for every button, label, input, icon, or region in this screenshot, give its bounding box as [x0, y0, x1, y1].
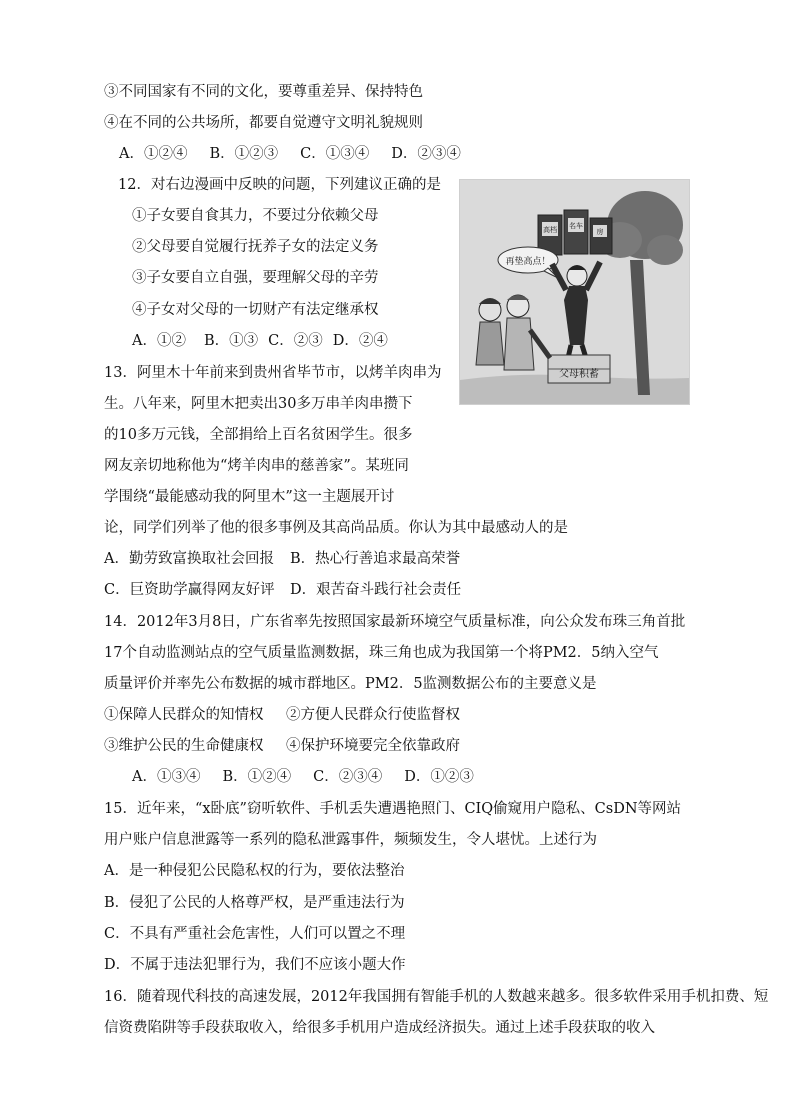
book-label-3: 房 — [596, 228, 604, 236]
q12-statement-2: ②父母要自觉履行抚养子女的法定义务 — [132, 239, 379, 255]
q12-option-c[interactable]: C．②③ — [268, 333, 323, 349]
q13-option-b[interactable]: B．热心行善追求最高荣誉 — [290, 551, 461, 567]
q15-option-d[interactable]: D．不属于违法犯罪行为，我们不应该小题大作 — [104, 957, 406, 973]
q14-options — [132, 767, 496, 787]
q14-option-d[interactable]: D．①②③ — [404, 769, 474, 785]
q14-statement-2: ②方便人民群众行使监督权 — [286, 707, 460, 723]
q13-option-d[interactable]: D．艰苦奋斗践行社会责任 — [290, 582, 462, 598]
book-label-1: 高档 — [543, 226, 557, 234]
book-label-2: 名车 — [569, 222, 583, 230]
q12-stem: 12．对右边漫画中反映的问题，下列建议正确的是 — [118, 177, 441, 193]
q15-option-a[interactable]: A．是一种侵犯公民隐私权的行为，要依法整治 — [104, 863, 405, 879]
q11-option-d[interactable]: D．②③④ — [391, 146, 461, 162]
q11-statement-3: ③不同国家有不同的文化，要尊重差异、保持特色 — [104, 84, 423, 100]
q13-line-1: 13．阿里木十年前来到贵州省毕节市，以烤羊肉串为 — [104, 365, 442, 381]
q14-statement-4: ④保护环境要完全依靠政府 — [286, 738, 460, 754]
q11-option-c[interactable]: C．①③④ — [300, 146, 370, 162]
q12-cartoon — [459, 179, 690, 405]
q13-line-6: 论，同学们列举了他的很多事例及其高尚品质。你认为其中最感动人的是 — [104, 520, 568, 536]
q16-line-1: 16．随着现代科技的高速发展，2012年我国拥有智能手机的人数越来越多。很多软件采用手机扣费、短 — [104, 989, 769, 1005]
q12-options — [132, 331, 410, 351]
q11-statement-4: ④在不同的公共场所，都要自觉遵守文明礼貌规则 — [104, 115, 423, 131]
q14-option-b[interactable]: B．①②④ — [222, 769, 292, 785]
q11-options — [119, 144, 483, 164]
q13-line-5: 学围绕“最能感动我的阿里木”这一主题展开讨 — [104, 489, 395, 505]
q16-line-2: 信资费陷阱等手段获取收入，给很多手机用户造成经济损失。通过上述手段获取的收入 — [104, 1020, 655, 1036]
q14-statement-3: ③维护公民的生命健康权 — [104, 738, 264, 754]
cartoon-illustration — [460, 180, 689, 404]
q12-statement-3: ③子女要自立自强，要理解父母的辛劳 — [132, 270, 379, 286]
q14-line-3: 质量评价并率先公布数据的城市群地区。PM2．5监测数据公布的主要意义是 — [104, 676, 597, 692]
q13-line-4: 网友亲切地称他为“烤羊肉串的慈善家”。某班同 — [104, 458, 409, 474]
q14-option-c[interactable]: C．②③④ — [313, 769, 383, 785]
q13-option-c[interactable]: C．巨资助学赢得网友好评 — [104, 582, 275, 598]
q12-option-a[interactable]: A．①② — [132, 333, 186, 349]
q15-line-2: 用户账户信息泄露等一系列的隐私泄露事件，频频发生，令人堪忧。上述行为 — [104, 832, 597, 848]
q15-option-b[interactable]: B．侵犯了公民的人格尊严权，是严重违法行为 — [104, 895, 405, 911]
q12-statement-4: ④子女对父母的一切财产有法定继承权 — [132, 302, 379, 318]
q14-line-1: 14．2012年3月8日，广东省率先按照国家最新环境空气质量标准，向公众发布珠三角首批 — [104, 614, 686, 630]
q12-option-b[interactable]: B．①③ — [203, 333, 259, 349]
speech-bubble-text: 再垫高点！ — [505, 257, 551, 267]
q15-line-1: 15．近年来，“x卧底”窃听软件、手机丢失遭遇艳照门、CIQ偷窥用户隐私、CsDN等网站 — [104, 801, 682, 817]
q14-line-2: 17个自动监测站点的空气质量监测数据，珠三角也成为我国第一个将PM2．5纳入空气 — [104, 645, 659, 661]
q14-statement-1: ①保障人民群众的知情权 — [104, 707, 264, 723]
q11-option-b[interactable]: B．①②③ — [209, 146, 279, 162]
q12-statement-1: ①子女要自食其力，不要过分依赖父母 — [132, 208, 379, 224]
q13-line-2: 生。八年来，阿里木把卖出30多万串羊肉串攒下 — [104, 396, 413, 412]
q14-option-a[interactable]: A．①③④ — [132, 769, 201, 785]
q13-line-3: 的10多万元钱，全部捐给上百名贫困学生。很多 — [104, 427, 413, 443]
box-label: 父母积蓄 — [559, 369, 599, 380]
q13-option-a[interactable]: A．勤劳致富换取社会回报 — [104, 551, 274, 567]
q15-option-c[interactable]: C．不具有严重社会危害性，人们可以置之不理 — [104, 926, 406, 942]
q12-option-d[interactable]: D．②④ — [332, 333, 388, 349]
q11-option-a[interactable]: A．①②④ — [119, 146, 188, 162]
